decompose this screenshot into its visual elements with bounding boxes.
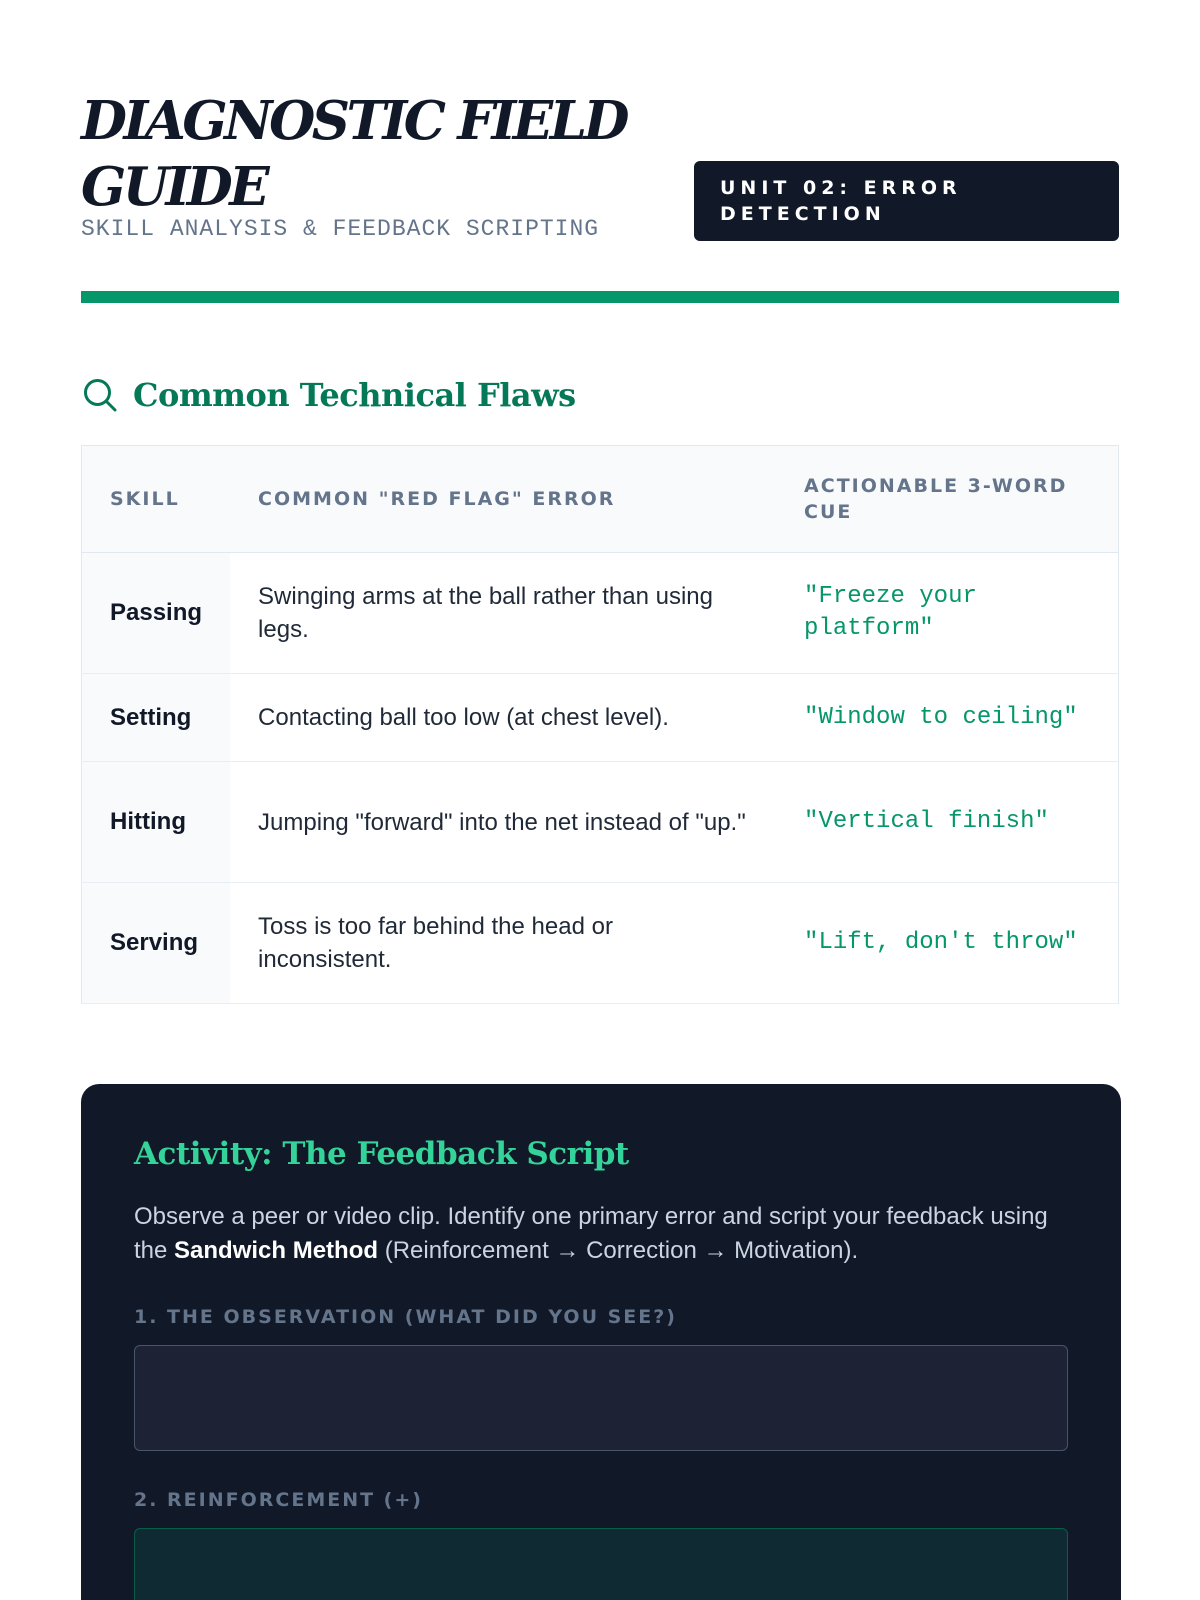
- table-row: [82, 674, 1119, 762]
- skill-cell: Passing: [82, 553, 231, 674]
- method-name: Sandwich Method: [174, 1237, 379, 1264]
- reinforcement-field[interactable]: [134, 1528, 1068, 1600]
- error-cell: Contacting ball too low (at chest level).: [230, 674, 776, 762]
- activity-description-text: Observe a peer or video clip. Identify one primary error and script your feedback using the: [134, 1203, 1048, 1264]
- document-title: DIAGNOSTIC FIELD GUIDE: [81, 90, 626, 218]
- search-icon: [81, 376, 119, 414]
- error-cell: Swinging arms at the ball rather than using legs.: [230, 553, 776, 674]
- activity-title: Activity: The Feedback Script: [134, 1136, 629, 1172]
- flaws-section: [81, 373, 1119, 1004]
- document-subtitle: SKILL ANALYSIS & FEEDBACK SCRIPTING: [81, 216, 600, 242]
- table-header-row: [82, 446, 1119, 553]
- skill-cell: Setting: [82, 674, 231, 762]
- section-heading: [81, 373, 1119, 417]
- section-title: Common Technical Flaws: [133, 376, 576, 414]
- table-row: [82, 883, 1119, 1004]
- observation-field[interactable]: [134, 1345, 1068, 1451]
- column-header-cue: ACTIONABLE 3-WORD CUE: [776, 446, 1118, 553]
- cue-cell: "Vertical finish": [776, 762, 1118, 883]
- observation-label: 1. THE OBSERVATION (WHAT DID YOU SEE?): [134, 1306, 677, 1328]
- document-header: [81, 88, 1119, 248]
- error-cell: Toss is too far behind the head or inconsistent.: [230, 883, 776, 1004]
- table-row: [82, 553, 1119, 674]
- reinforcement-label: 2. REINFORCEMENT (+): [134, 1489, 423, 1511]
- skill-cell: Hitting: [82, 762, 231, 883]
- activity-description: [134, 1200, 1068, 1268]
- table-row: [82, 762, 1119, 883]
- flaws-table: [81, 445, 1119, 1004]
- cue-cell: "Freeze your platform": [776, 553, 1118, 674]
- cue-cell: "Lift, don't throw": [776, 883, 1118, 1004]
- unit-badge: UNIT 02: ERROR DETECTION: [694, 161, 1119, 241]
- cue-cell: "Window to ceiling": [776, 674, 1118, 762]
- activity-panel: [81, 1084, 1121, 1600]
- error-cell: Jumping "forward" into the net instead of "up.": [230, 762, 776, 883]
- activity-description-tail: (Reinforcement → Correction → Motivation).: [378, 1237, 859, 1264]
- header-divider: [81, 291, 1119, 303]
- column-header-skill: SKILL: [82, 446, 231, 553]
- column-header-error: COMMON "RED FLAG" ERROR: [230, 446, 776, 553]
- skill-cell: Serving: [82, 883, 231, 1004]
